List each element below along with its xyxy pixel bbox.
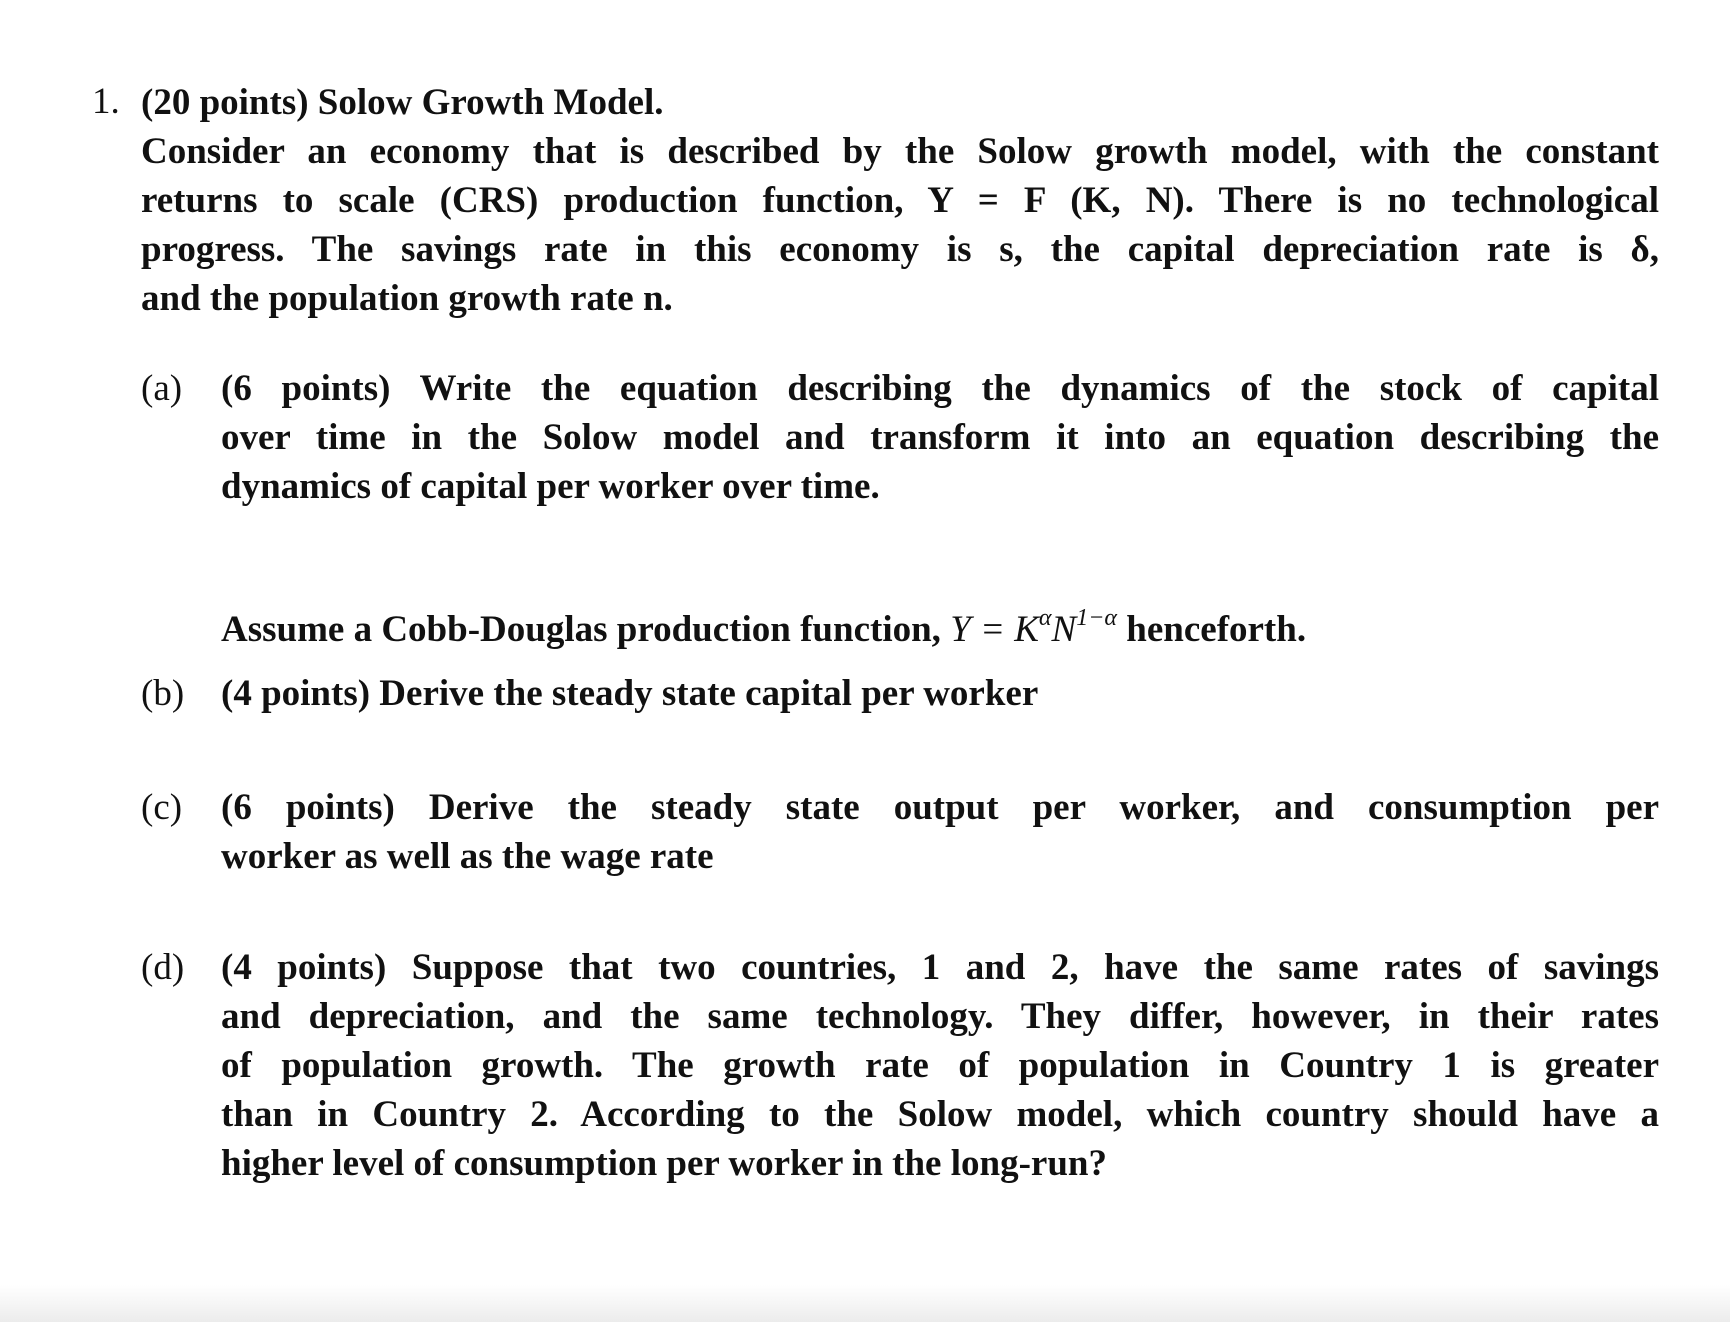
intro-line-3: progress. The savings rate in this economy is s, the capital depreciation rate is δ, bbox=[141, 229, 1659, 270]
assume-exponent-one-minus-alpha: 1−α bbox=[1076, 605, 1118, 631]
part-a-line-3: dynamics of capital per worker over time. bbox=[221, 466, 880, 507]
part-d-line-1: (4 points) Suppose that two countries, 1 and 2, have the same rates of savings bbox=[221, 947, 1659, 988]
assume-prefix: Assume a Cobb-Douglas production function, bbox=[221, 609, 941, 650]
part-b-body bbox=[221, 669, 1659, 718]
assume-formula-base: Y = K bbox=[950, 609, 1039, 650]
part-d-line-3: of population growth. The growth rate of population in Country 1 is greater bbox=[221, 1045, 1659, 1086]
part-d-line-2: and depreciation, and the same technology. They differ, however, in their rates bbox=[221, 996, 1659, 1037]
intro-line-2: returns to scale (CRS) production function, Y = F (K, N). There is no technological bbox=[141, 180, 1659, 221]
page-bottom-shadow bbox=[0, 1285, 1730, 1322]
part-a-body bbox=[221, 364, 1659, 511]
part-c-label: (c) bbox=[141, 787, 183, 828]
problem-title: (20 points) Solow Growth Model. bbox=[141, 82, 664, 123]
part-b-label: (b) bbox=[141, 673, 185, 714]
part-c-body bbox=[221, 783, 1659, 881]
part-d-body bbox=[221, 943, 1659, 1188]
part-a-line-1: (6 points) Write the equation describing the dynamics of the stock of capital bbox=[221, 368, 1659, 409]
part-d-line-5: higher level of consumption per worker in the long-run? bbox=[221, 1143, 1107, 1184]
assume-suffix: henceforth. bbox=[1126, 609, 1307, 650]
assume-formula-n: N bbox=[1051, 609, 1077, 650]
problem-number: 1. bbox=[92, 81, 120, 122]
intro-line-1: Consider an economy that is described by the Solow growth model, with the constant bbox=[141, 131, 1659, 172]
part-b-line-1: (4 points) Derive the steady state capital per worker bbox=[221, 673, 1039, 714]
cobb-douglas-assumption bbox=[221, 605, 1306, 654]
part-a-line-2: over time in the Solow model and transform it into an equation describing the bbox=[221, 417, 1659, 458]
assume-exponent-alpha: α bbox=[1038, 605, 1052, 631]
intro-line-4: and the population growth rate n. bbox=[141, 278, 673, 319]
problem-statement bbox=[141, 78, 1659, 323]
part-a-label: (a) bbox=[141, 368, 183, 409]
part-d-label: (d) bbox=[141, 947, 185, 988]
part-c-line-2: worker as well as the wage rate bbox=[221, 836, 714, 877]
part-d-line-4: than in Country 2. According to the Solow model, which country should have a bbox=[221, 1094, 1659, 1135]
part-c-line-1: (6 points) Derive the steady state output per worker, and consumption per bbox=[221, 787, 1659, 828]
